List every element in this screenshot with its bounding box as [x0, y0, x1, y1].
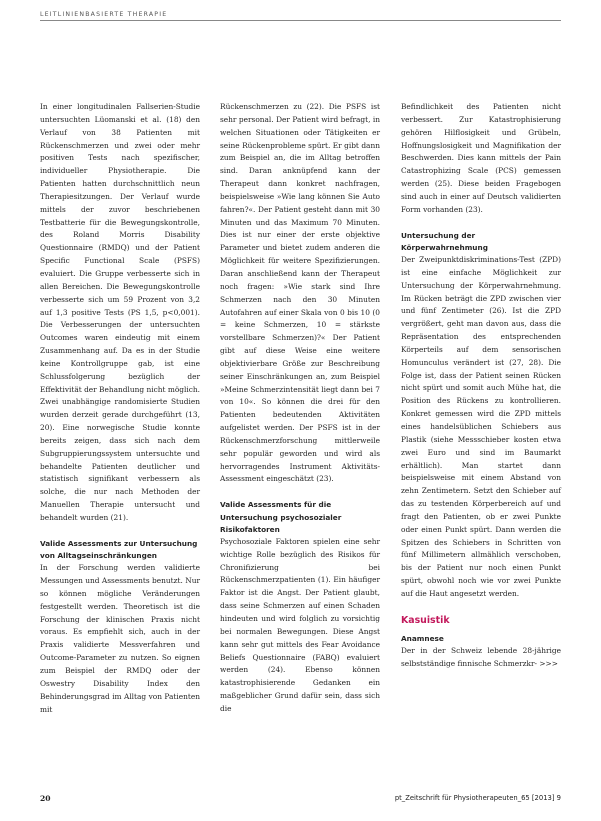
paragraph: Der in der Schweiz lebende 28-jährige selbstständige finnische Schmerzkr- >>>	[401, 645, 561, 668]
journal-citation: pt_Zeitschrift für Physiotherapeuten_65 [2013] 9	[394, 794, 561, 802]
subheading: Valide Assessments zur Untersuchung von Alltagseinschränkungen	[40, 538, 198, 561]
subheading: Valide Assessments für die Untersuchung psychosozialer Risikofaktoren	[220, 500, 342, 534]
text-column-2	[220, 101, 380, 716]
page-number: 20	[40, 794, 51, 803]
text-column-3	[401, 101, 561, 671]
running-head: LEITLINIENBASIERTE THERAPIE	[40, 11, 168, 18]
paragraph: Rückenschmerzen zu (22). Die PSFS ist sehr personal. Der Patient wird befragt, in welchen Situationen oder Tätigkeiten er seine Rückenprobleme spürt. Er gibt dann zum Beispiel an, die im Alltag betroffen sind. Daran anknüpfend kann der Therapeut dann konkret nachfragen, beispielsweise »Wie lang können Sie Auto fahren?«. Der Patient gesteht dann mit 30 Minuten und das Maximum 70 Minuten. Dies ist nur einer der erste objektive Parameter und bietet zudem anderen die Möglichkeit für weitere Spezifizierungen. Daran anschließend kann der Therapeut noch fragen: »Wie stark sind Ihre Schmerzen nach den 30 Minuten Autofahren auf einer Skala von 0 bis 10 (0 = keine Schmerzen, 10 = stärkste vorstellbare Schmerzen)?« Der Patient gibt auf diese Weise eine weitere objektivierbare Größe zur Beschreibung seiner Einschränkungen an, zum Beispiel »Meine Schmerzintensität liegt dann bei 7 von 10«. So können die drei für den Patienten bedeutenden Aktivitäten aufgelistet werden. Der PSFS ist in der Rückenschmerzforschung mittlerweile sehr populär geworden und wird als hervorragendes Instrument Aktivitäts-Assessment eingeschätzt (23).	[220, 102, 380, 484]
paragraph: In der Forschung werden validierte Messungen und Assessments benutzt. Nur so können mögliche Veränderungen festgestellt werden. Theoretisch ist die Forschung der klinischen Praxis nicht voraus. Es empfiehlt sich, auch in der Praxis validierte Messverfahren und Outcome-Parameter zu nutzen. So eignen zum Beispiel der RMDQ oder der Oswestry Disability Index den Behinderungsgrad im Alltag von Patienten mit	[40, 563, 200, 714]
text-column-1	[40, 101, 200, 716]
subheading: Untersuchung der Körperwahrnehmung	[401, 230, 488, 252]
paragraph: Psychosoziale Faktoren spielen eine sehr wichtige Rolle bezüglich des Risikos für Chronifizierung bei Rückenschmerzpatienten (1). Ein häufiger Faktor ist die Angst. Der Patient glaubt, dass seine Schmerzen auf einen Schaden hindeuten und wird folglich zu vorsichtig bei normalen Bewegungen. Diese Angst kann sehr gut mittels des Fear Avoidance Beliefs Questionnaire (FABQ) evaluiert werden (24). Ebenso können katastrophisierende Gedanken ein maßgeblicher Grund dafür sein, dass sich die	[220, 536, 380, 713]
paragraph: Befindlichkeit des Patienten nicht verbessert. Zur Katastrophisierung gehören Hilflosigkeit und Grübeln, Hoffnungslosigkeit und Magnifikation der Beschwerden. Dies kann mittels der Pain Catastrophizing Scale (PCS) gemessen werden (25). Diese beiden Fragebogen sind auch in einer auf Deutsch validierten Form vorhanden (23).	[401, 102, 561, 214]
paragraph: In einer longitudinalen Fallserien-Studie untersuchten Lüomanski et al. (18) den Verlauf von 38 Patienten mit Rückenschmerzen und zwei oder mehr positiven Tests nach spezifischer, individueller Physiotherapie. Die Patienten hatten durchschnittlich neun Therapiesitzungen. Der Verlauf wurde mittels der zuvor beschriebenen Testbatterie für die Bewegungskontrolle, des Roland Morris Disability Questionnaire (RMDQ) und der Patient Specific Functional Scale (PSFS) evaluiert. Die Gruppe verbesserte sich in allen Bereichen. Die Bewegungskontrolle verbesserte sich um 59 Prozent von 3,2 auf 1,3 positive Tests (PS 1,5, p<0,001). Die Verbesserungen der untersuchten Outcomes waren eindeutig mit einem Zusammenhang auf. Da es in der Studie keine Kontrollgruppe gab, ist eine Schlussfolgerung bezüglich der Effektivität der Behandlung nicht möglich. Zwei unabhängige randomisierte Studien wurden derzeit gerade durchgeführt (13, 20). Eine norwegische Studie konnte bereits zeigen, dass sich nach dem Subgruppierungssystem untersuchte und behandelte Patienten deutlicher und statistisch signifikant verbessern als solche, die nur nach Methoden der Manuellen Therapie untersucht und behandelt wurden (21).	[40, 102, 200, 522]
section-title: Kasuistik	[401, 614, 450, 626]
header-rule	[40, 20, 561, 21]
paragraph: Der Zweipunktdiskriminations-Test (ZPD) ist eine einfache Möglichkeit zur Untersuchung der Körperwahrnehmung. Im Rücken beträgt die ZPD zwischen vier und fünf Zentimeter (26). Ist die ZPD vergrößert, geht man davon aus, dass die Repräsentation des entsprechenden Körperteils auf dem sensorischen Homunculus verändert ist (27, 28). Die Folge ist, dass der Patient seinen Rücken nicht spürt und somit auch Mühe hat, die Position des Rückens zu kontrollieren. Konkret gemessen wird die ZPD mittels eines handelsüblichen Schiebers aus Plastik (siehe Messschieber kosten etwa zwei Euro und sind im Baumarkt erhältlich). Man startet dann beispielsweise mit einem Abstand von zehn Zentimetern. Setzt den Schieber auf das zu testenden Körperbereich auf und fragt den Patienten, ob er zwei Punkte oder einen Punkt spürt. Dann werden die Spitzen des Schiebers in Schritten von fünf Millimetern allmählich verschoben, bis der Patient nur noch einen Punkt spürt, obwohl noch wie vor zwei Punkte auf die Haut angesetzt werden.	[401, 255, 561, 598]
subheading: Anamnese	[401, 633, 444, 643]
